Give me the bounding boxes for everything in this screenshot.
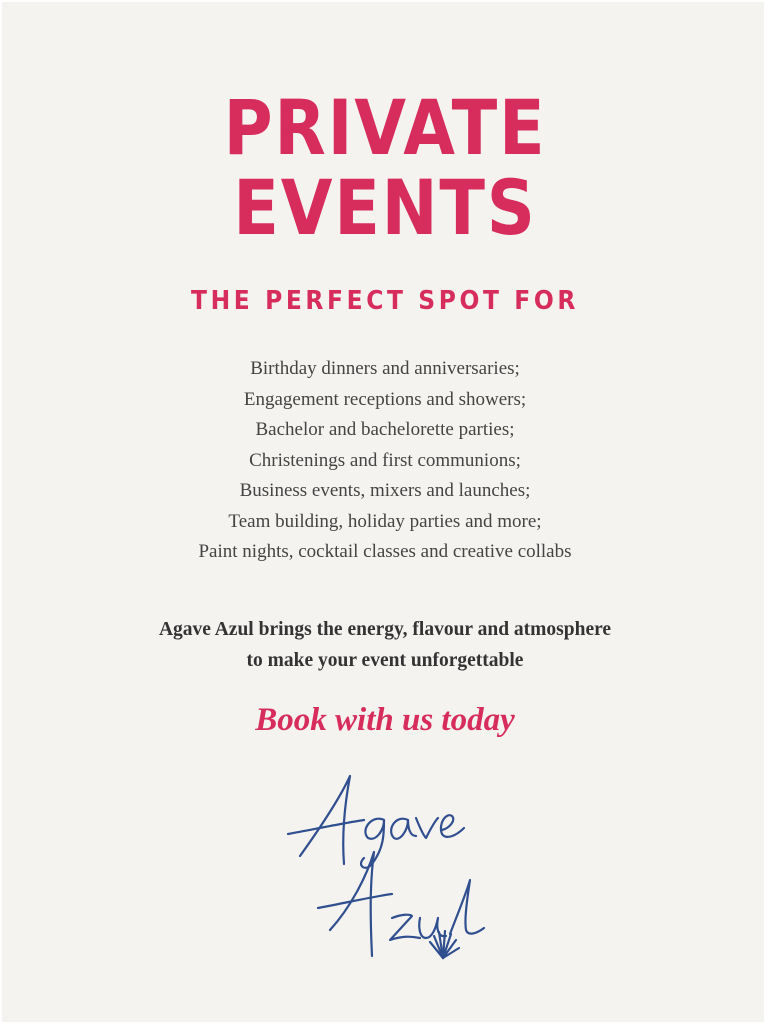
- list-item: Team building, holiday parties and more;: [228, 510, 542, 532]
- agave-azul-logo: [280, 768, 496, 968]
- list-item: Business events, mixers and launches;: [239, 480, 531, 501]
- page-title-line-2: EVENTS: [233, 163, 537, 252]
- page-title-line-1: PRIVATE: [223, 83, 547, 172]
- tagline-line-2: to make your event unforgettable: [246, 650, 524, 671]
- list-item: Christenings and first communions;: [249, 449, 521, 471]
- list-item: Engagement receptions and showers;: [243, 388, 527, 410]
- list-item: Birthday dinners and anniversaries;: [250, 358, 520, 379]
- list-item: Paint nights, cocktail classes and creative collabs: [198, 541, 572, 562]
- tagline: [2, 614, 766, 676]
- section-subtitle: THE PERFECT SPOT FOR: [191, 286, 579, 316]
- list-item: Bachelor and bachelorette parties;: [255, 419, 515, 440]
- tagline-line-1: Agave Azul brings the energy, flavour and atmosphere: [158, 619, 612, 640]
- occasions-list: [2, 354, 766, 568]
- book-cta[interactable]: Book with us today: [255, 702, 515, 738]
- brand-logo: [280, 768, 496, 968]
- agave-leaf-icon: [430, 931, 459, 958]
